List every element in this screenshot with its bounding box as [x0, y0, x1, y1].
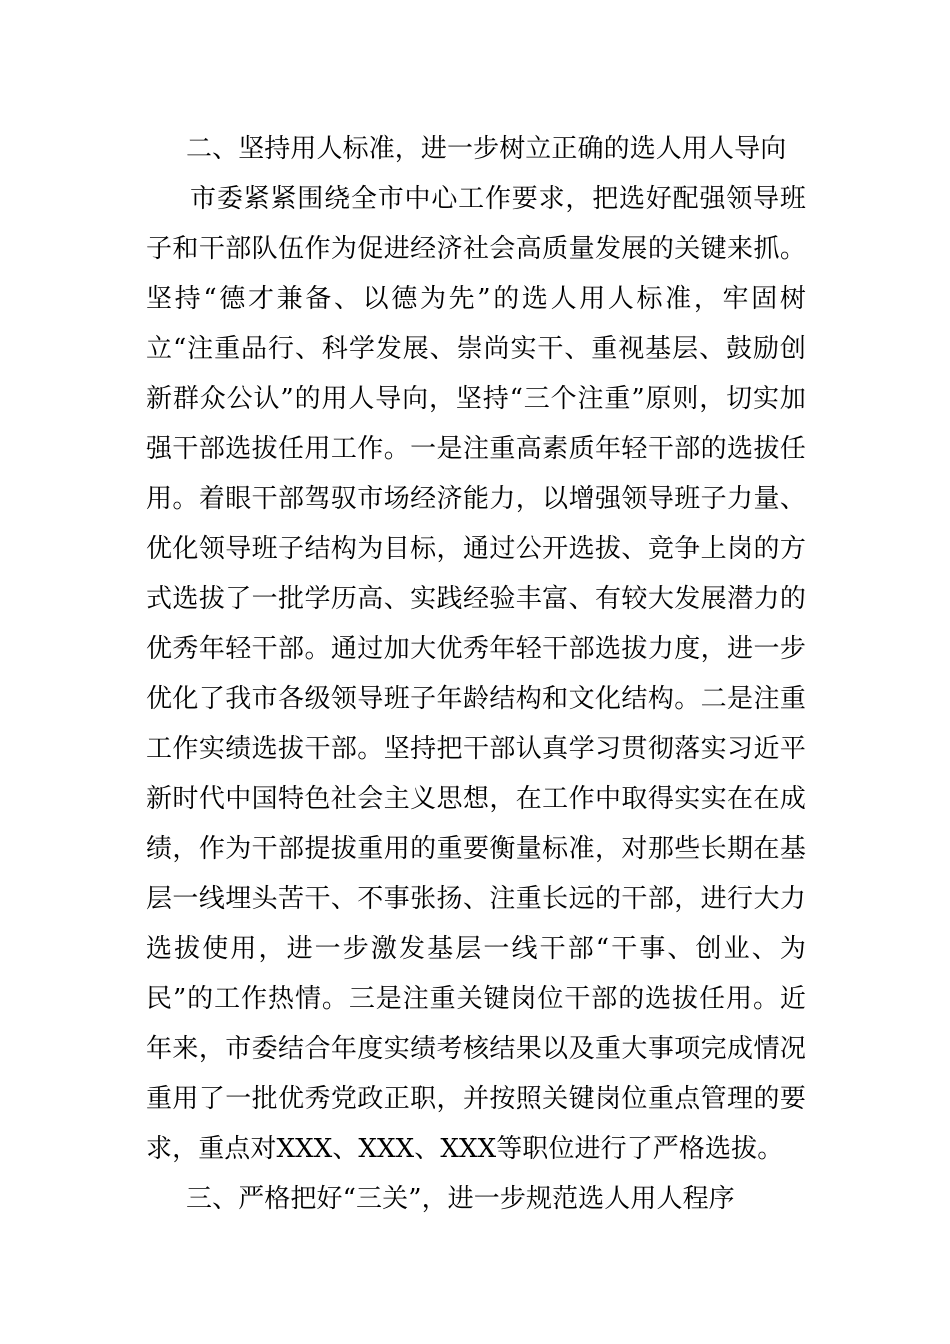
section-paragraph-2: 市委紧紧围绕全市中心工作要求，把选好配强领导班子和干部队伍作为促进经济社会高质量发展的关键来抓。坚持“德才兼备、以德为先”的选人用人标准，牢固树立“注重品行、科学发展、崇尚实干、重视基层、鼓励创新群众公认”的用人导向，坚持“三个注重”原则，切实加强干部选拔任用工作。一是注重高素质年轻干部的选拔任用。着眼干部驾驭市场经济能力，以增强领导班子力量、优化领导班子结构为目标，通过公开选拔、竞争上岗的方式选拔了一批学历高、实践经验丰富、有较大发展潜力的优秀年轻干部。通过加大优秀年轻干部选拔力度，进一步优化了我市各级领导班子年龄结构和文化结构。二是注重工作实绩选拔干部。坚持把干部认真学习贯彻落实习近平新时代中国特色社会主义思想，在工作中取得实实在在成绩，作为干部提拔重用的重要衡量标准，对那些长期在基层一线埋头苦干、不事张扬、注重长远的干部，进行大力选拔使用，进一步激发基层一线干部“干事、创业、为民”的工作热情。三是注重关键岗位干部的选拔任用。近年来，市委结合年度实绩考核结果以及重大事项完成情况重用了一批优秀党政正职，并按照关键岗位重点管理的要求，重点对XXX、XXX、XXX等职位进行了严格选拔。 [146, 184, 806, 1164]
section-heading-2: 二、坚持用人标准，进一步树立正确的选人用人导向 [186, 134, 787, 164]
section-heading-3: 三、严格把好“三关”，进一步规范选人用人程序 [186, 1184, 735, 1214]
document-body [146, 124, 806, 1224]
